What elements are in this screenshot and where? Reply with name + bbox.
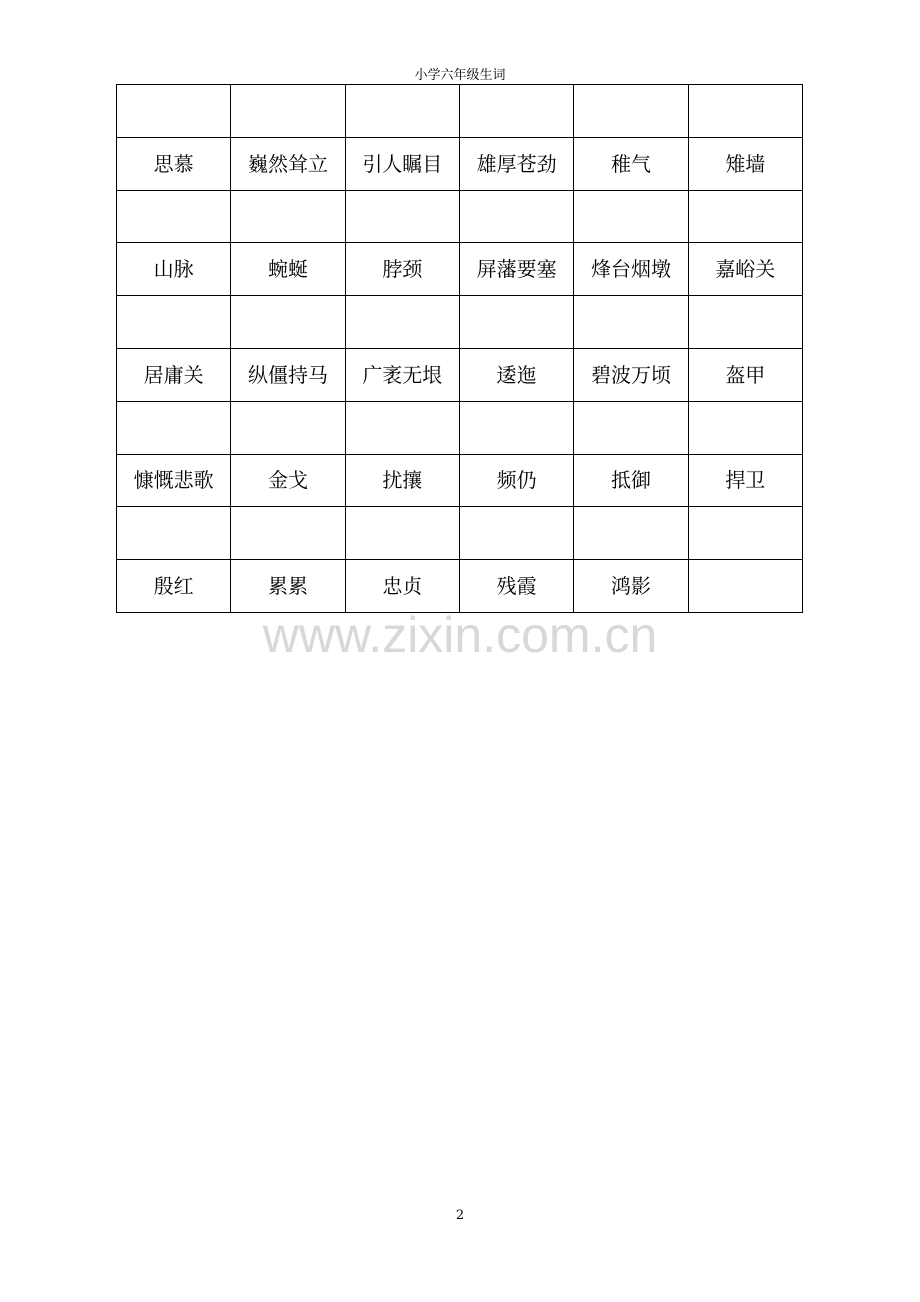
empty-writing-cell bbox=[345, 190, 459, 243]
vocab-word-cell: 脖颈 bbox=[345, 243, 459, 296]
vocab-word-cell: 居庸关 bbox=[117, 348, 231, 401]
empty-writing-cell bbox=[688, 190, 802, 243]
vocab-word-cell: 频仍 bbox=[459, 454, 573, 507]
empty-writing-cell bbox=[688, 507, 802, 560]
vocab-word-cell: 碧波万顷 bbox=[574, 348, 688, 401]
empty-writing-cell bbox=[345, 401, 459, 454]
vocab-word-cell: 盔甲 bbox=[688, 348, 802, 401]
empty-writing-cell bbox=[574, 190, 688, 243]
vocabulary-table bbox=[116, 84, 803, 613]
empty-writing-cell bbox=[459, 85, 573, 138]
vocab-word-cell: 纵僵持马 bbox=[231, 348, 345, 401]
empty-writing-cell bbox=[231, 296, 345, 349]
empty-writing-cell bbox=[688, 401, 802, 454]
vocab-word-cell: 引人瞩目 bbox=[345, 137, 459, 190]
table-row bbox=[117, 348, 803, 401]
watermark: www.zixin.com.cn bbox=[262, 607, 658, 663]
vocab-word-cell: 鸿影 bbox=[574, 560, 688, 613]
vocab-word-cell: 雄厚苍劲 bbox=[459, 137, 573, 190]
vocab-word-cell: 逶迤 bbox=[459, 348, 573, 401]
vocab-word-cell: 屏藩要塞 bbox=[459, 243, 573, 296]
vocab-word-cell: 扰攘 bbox=[345, 454, 459, 507]
empty-writing-cell bbox=[574, 85, 688, 138]
empty-writing-cell bbox=[231, 190, 345, 243]
vocab-word-cell: 金戈 bbox=[231, 454, 345, 507]
vocab-word-cell: 殷红 bbox=[117, 560, 231, 613]
empty-writing-cell bbox=[688, 296, 802, 349]
vocab-word-cell: 蜿蜒 bbox=[231, 243, 345, 296]
vocab-word-cell: 残霞 bbox=[459, 560, 573, 613]
vocab-word-cell: 广袤无垠 bbox=[345, 348, 459, 401]
table-row bbox=[117, 454, 803, 507]
table-row bbox=[117, 560, 803, 613]
table-row bbox=[117, 296, 803, 349]
vocab-word-cell: 抵御 bbox=[574, 454, 688, 507]
empty-writing-cell bbox=[459, 190, 573, 243]
empty-writing-cell bbox=[117, 85, 231, 138]
page-number: 2 bbox=[455, 1208, 465, 1223]
empty-writing-cell bbox=[459, 507, 573, 560]
vocab-word-cell: 山脉 bbox=[117, 243, 231, 296]
vocab-word-cell: 雉墙 bbox=[688, 137, 802, 190]
empty-writing-cell bbox=[459, 296, 573, 349]
empty-writing-cell bbox=[117, 507, 231, 560]
table-row bbox=[117, 243, 803, 296]
table-row bbox=[117, 401, 803, 454]
empty-writing-cell bbox=[117, 296, 231, 349]
empty-writing-cell bbox=[231, 401, 345, 454]
vocab-word-cell: 烽台烟墩 bbox=[574, 243, 688, 296]
vocab-word-cell: 累累 bbox=[231, 560, 345, 613]
empty-writing-cell bbox=[117, 190, 231, 243]
empty-writing-cell bbox=[117, 401, 231, 454]
empty-writing-cell bbox=[231, 85, 345, 138]
empty-writing-cell bbox=[345, 507, 459, 560]
table-row bbox=[117, 137, 803, 190]
table-row bbox=[117, 85, 803, 138]
empty-writing-cell bbox=[688, 85, 802, 138]
vocab-word-cell: 慷慨悲歌 bbox=[117, 454, 231, 507]
empty-writing-cell bbox=[459, 401, 573, 454]
empty-writing-cell bbox=[345, 85, 459, 138]
empty-writing-cell bbox=[345, 296, 459, 349]
table-row bbox=[117, 190, 803, 243]
empty-writing-cell bbox=[574, 296, 688, 349]
empty-writing-cell bbox=[574, 401, 688, 454]
vocab-word-cell: 巍然耸立 bbox=[231, 137, 345, 190]
vocab-word-cell: 捍卫 bbox=[688, 454, 802, 507]
table-row bbox=[117, 507, 803, 560]
empty-writing-cell bbox=[574, 507, 688, 560]
empty-writing-cell bbox=[231, 507, 345, 560]
vocab-word-cell: 嘉峪关 bbox=[688, 243, 802, 296]
empty-writing-cell bbox=[688, 560, 802, 613]
vocab-word-cell: 稚气 bbox=[574, 137, 688, 190]
page-header-title: 小学六年级生词 bbox=[414, 68, 506, 83]
vocab-word-cell: 思慕 bbox=[117, 137, 231, 190]
vocab-word-cell: 忠贞 bbox=[345, 560, 459, 613]
